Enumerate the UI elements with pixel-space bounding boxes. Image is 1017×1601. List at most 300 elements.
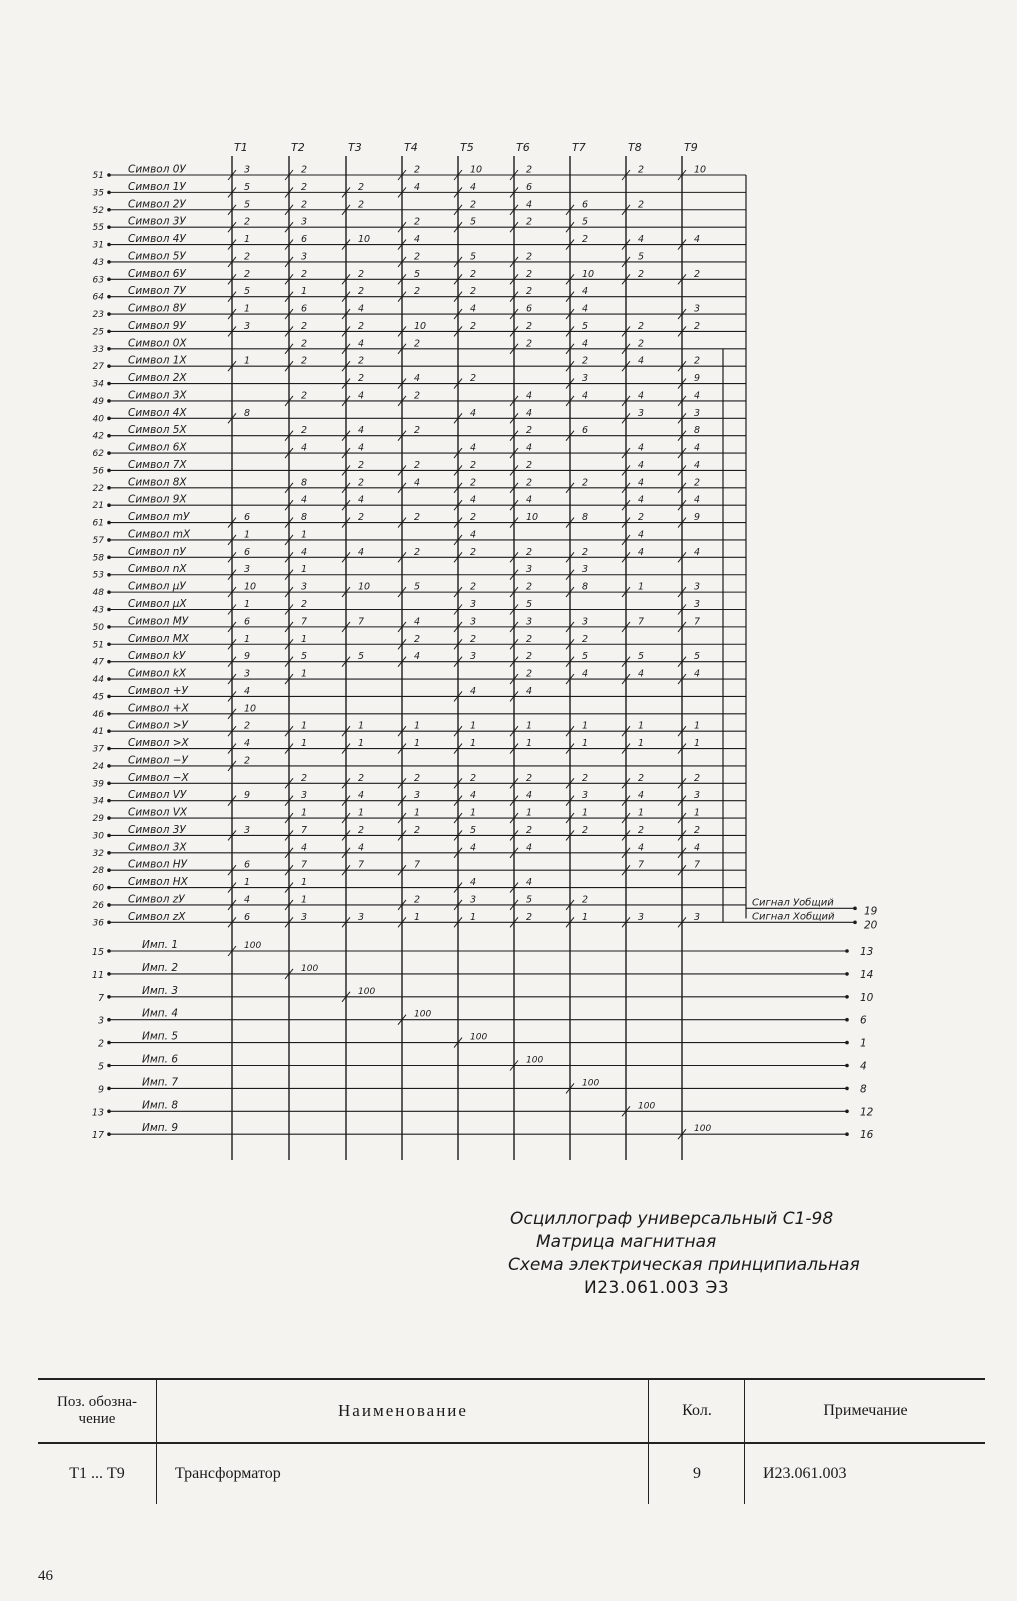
impulse-left-pin: 15 [91, 947, 104, 958]
turns-count: 1 [301, 720, 308, 732]
turns-count: 7 [301, 616, 308, 628]
turns-count: 5 [694, 651, 701, 663]
row-position: Т1 ... Т9 [69, 1465, 125, 1482]
turns-count: 10 [582, 268, 595, 280]
impulse-turns: 100 [638, 1101, 656, 1112]
row-pin-number: 53 [92, 570, 104, 581]
turns-count: 4 [358, 842, 365, 854]
turns-count: 4 [638, 390, 645, 402]
turns-count: 2 [301, 772, 308, 784]
turns-count: 1 [301, 894, 308, 906]
turns-count: 6 [244, 546, 251, 558]
row-signal-label: Символ mХ [128, 528, 191, 541]
turns-count: 3 [301, 581, 308, 593]
turns-count: 2 [638, 199, 645, 211]
row-signal-label: Символ >Х [128, 737, 189, 750]
turns-count: 2 [414, 633, 421, 645]
turns-count: 4 [470, 877, 477, 889]
turns-count: 6 [244, 512, 251, 524]
row-signal-label: Символ −Х [128, 771, 189, 784]
turns-count: 2 [358, 373, 365, 385]
row-signal-label: Символ nУ [128, 545, 186, 558]
turns-count: 6 [582, 199, 589, 211]
turns-count: 3 [244, 824, 251, 836]
turns-count: 5 [638, 251, 645, 263]
turns-count: 1 [244, 303, 251, 315]
title-block [470, 1208, 870, 1300]
turns-count: 6 [244, 616, 251, 628]
row-pin-number: 47 [92, 657, 104, 668]
header-quantity: Кол. [648, 1380, 745, 1442]
turns-count: 2 [244, 755, 251, 767]
impulse-turns: 100 [301, 963, 319, 974]
turns-count: 2 [694, 824, 701, 836]
turns-count: 5 [582, 651, 589, 663]
row-pin-number: 50 [92, 622, 104, 633]
turns-count: 4 [414, 181, 421, 193]
turns-count: 4 [694, 546, 701, 558]
turns-count: 6 [301, 303, 308, 315]
impulse-right-pin: 16 [860, 1129, 874, 1142]
turns-count: 2 [414, 216, 421, 228]
row-signal-label: Символ 2Х [128, 372, 187, 385]
row-pin-number: 51 [92, 171, 104, 181]
turns-count: 4 [638, 529, 645, 541]
turns-count: 3 [470, 651, 477, 663]
row-pin-number: 55 [92, 223, 104, 234]
turns-count: 10 [358, 581, 371, 593]
impulse-label: Имп. 4 [142, 1007, 178, 1020]
turns-count: 3 [694, 790, 701, 802]
row-signal-label: Символ 2У [128, 198, 186, 211]
turns-count: 4 [470, 181, 477, 193]
impulse-right-pin: 13 [860, 946, 874, 958]
turns-count: 1 [694, 720, 701, 732]
turns-count: 2 [470, 633, 477, 645]
turns-count: 2 [301, 164, 308, 176]
turns-count: 1 [301, 668, 308, 680]
column-label-Т4: Т4 [404, 141, 418, 154]
row-signal-label: Символ VХ [128, 806, 188, 819]
turns-count: 4 [526, 390, 533, 402]
row-signal-label: Символ µУ [128, 580, 186, 593]
turns-count: 1 [470, 911, 477, 923]
row-pin-number: 34 [92, 379, 104, 390]
impulse-right-terminal [845, 1041, 849, 1045]
row-signal-label: Символ 4Х [128, 406, 187, 419]
turns-count: 1 [414, 911, 421, 923]
turns-count: 9 [244, 790, 251, 802]
turns-count: 2 [526, 286, 533, 298]
turns-count: 5 [244, 286, 251, 298]
turns-count: 4 [470, 494, 477, 506]
turns-count: 2 [414, 164, 421, 176]
turns-count: 2 [470, 459, 477, 471]
turns-count: 4 [470, 842, 477, 854]
row-pin-number: 58 [92, 553, 104, 564]
turns-count: 2 [694, 268, 701, 280]
turns-count: 1 [244, 877, 251, 889]
impulse-right-pin: 6 [860, 1014, 867, 1027]
turns-count: 4 [526, 199, 533, 211]
turns-count: 5 [470, 216, 477, 228]
turns-count: 10 [414, 320, 427, 332]
turns-count: 1 [638, 720, 645, 732]
impulse-left-pin: 11 [91, 969, 104, 981]
turns-count: 6 [526, 303, 533, 315]
turns-count: 8 [582, 581, 589, 593]
turns-count: 4 [638, 668, 645, 680]
turns-count: 10 [526, 512, 539, 524]
row-pin-number: 42 [92, 431, 104, 442]
turns-count: 2 [301, 355, 308, 367]
impulse-turns: 100 [526, 1055, 544, 1066]
turns-count: 4 [244, 685, 251, 697]
row-signal-label: Символ 3Х [128, 389, 187, 402]
turns-count: 2 [358, 320, 365, 332]
impulse-left-pin: 9 [97, 1084, 104, 1096]
turns-count: 2 [414, 772, 421, 784]
row-pin-number: 31 [92, 240, 104, 251]
turns-count: 1 [526, 738, 533, 750]
row-signal-label: Символ zХ [128, 910, 186, 923]
turns-count: 5 [414, 268, 421, 280]
turns-count: 2 [526, 251, 533, 263]
row-signal-label: Символ 5Х [128, 424, 187, 437]
turns-count: 2 [470, 546, 477, 558]
turns-count: 4 [638, 546, 645, 558]
turns-count: 1 [244, 529, 251, 541]
turns-count: 1 [694, 807, 701, 819]
turns-count: 8 [694, 425, 701, 437]
turns-count: 2 [526, 668, 533, 680]
turns-count: 2 [694, 355, 701, 367]
turns-count: 5 [414, 581, 421, 593]
signal-pin-number: 19 [864, 905, 878, 918]
turns-count: 1 [526, 720, 533, 732]
row-signal-label: Символ 0Х [128, 337, 187, 350]
turns-count: 7 [638, 616, 645, 628]
turns-count: 2 [638, 772, 645, 784]
row-signal-label: Символ >У [128, 719, 188, 732]
turns-count: 4 [694, 459, 701, 471]
row-pin-number: 28 [92, 866, 104, 877]
turns-count: 2 [301, 390, 308, 402]
row-pin-number: 43 [92, 605, 104, 616]
turns-count: 2 [358, 268, 365, 280]
turns-count: 2 [526, 633, 533, 645]
turns-count: 2 [526, 268, 533, 280]
turns-count: 1 [301, 529, 308, 541]
row-signal-label: Символ +У [128, 684, 188, 697]
column-label-Т1: Т1 [234, 141, 248, 154]
turns-count: 3 [582, 790, 589, 802]
title-assembly: Матрица магнитная [536, 1232, 717, 1252]
turns-count: 2 [358, 286, 365, 298]
impulse-turns: 100 [694, 1124, 712, 1135]
turns-count: 3 [694, 911, 701, 923]
turns-count: 1 [582, 911, 589, 923]
row-pin-number: 56 [92, 466, 104, 477]
turns-count: 4 [244, 738, 251, 750]
turns-count: 2 [301, 320, 308, 332]
turns-count: 2 [694, 772, 701, 784]
turns-count: 1 [414, 720, 421, 732]
turns-count: 4 [582, 303, 589, 315]
turns-count: 3 [301, 251, 308, 263]
turns-count: 4 [582, 390, 589, 402]
signal-pin-number: 20 [864, 919, 878, 932]
turns-count: 5 [244, 181, 251, 193]
turns-count: 5 [301, 651, 308, 663]
turns-count: 2 [301, 268, 308, 280]
turns-count: 2 [526, 546, 533, 558]
parts-list-header [38, 1378, 985, 1444]
turns-count: 1 [244, 234, 251, 246]
turns-count: 2 [526, 477, 533, 489]
impulse-left-pin: 13 [91, 1107, 104, 1119]
turns-count: 9 [694, 373, 701, 385]
row-pin-number: 62 [92, 449, 104, 460]
row-signal-label: Символ 7У [128, 285, 186, 298]
turns-count: 2 [358, 181, 365, 193]
turns-count: 2 [582, 234, 589, 246]
turns-count: 3 [244, 320, 251, 332]
impulse-turns: 100 [244, 941, 262, 951]
turns-count: 1 [301, 564, 308, 576]
row-name: Трансформатор [156, 1444, 648, 1504]
signal-terminal [853, 907, 857, 911]
turns-count: 4 [470, 529, 477, 541]
turns-count: 3 [638, 911, 645, 923]
turns-count: 5 [638, 651, 645, 663]
turns-count: 3 [694, 581, 701, 593]
impulse-right-terminal [845, 1110, 849, 1114]
turns-count: 4 [414, 234, 421, 246]
impulse-label: Имп. 8 [142, 1099, 178, 1112]
impulse-label: Имп. 6 [142, 1053, 178, 1066]
turns-count: 2 [526, 651, 533, 663]
row-pin-number: 40 [92, 414, 104, 425]
turns-count: 2 [358, 512, 365, 524]
turns-count: 4 [582, 338, 589, 350]
row-signal-label: Символ 9Х [128, 493, 187, 506]
turns-count: 2 [414, 251, 421, 263]
turns-count: 2 [470, 320, 477, 332]
turns-count: 4 [358, 790, 365, 802]
turns-count: 2 [301, 181, 308, 193]
row-pin-number: 45 [92, 692, 104, 703]
turns-count: 2 [526, 338, 533, 350]
turns-count: 1 [414, 738, 421, 750]
turns-count: 4 [582, 668, 589, 680]
column-label-Т5: Т5 [460, 141, 474, 154]
turns-count: 2 [414, 894, 421, 906]
turns-count: 4 [358, 338, 365, 350]
turns-count: 2 [414, 546, 421, 558]
turns-count: 2 [414, 824, 421, 836]
row-signal-label: Символ 7Х [128, 458, 187, 471]
turns-count: 4 [358, 442, 365, 454]
row-pin-number: 61 [92, 518, 104, 529]
turns-count: 4 [414, 477, 421, 489]
impulse-right-terminal [845, 972, 849, 976]
turns-count: 2 [526, 772, 533, 784]
row-pin-number: 39 [92, 779, 104, 790]
turns-count: 8 [301, 512, 308, 524]
turns-count: 2 [638, 512, 645, 524]
turns-count: 5 [526, 894, 533, 906]
turns-count: 1 [470, 720, 477, 732]
turns-count: 7 [638, 859, 645, 871]
signal-terminal [853, 921, 857, 925]
turns-count: 3 [582, 616, 589, 628]
turns-count: 6 [244, 911, 251, 923]
turns-count: 1 [470, 807, 477, 819]
row-signal-label: Символ 6Х [128, 441, 187, 454]
row-signal-label: Символ nХ [128, 563, 187, 576]
turns-count: 9 [244, 651, 251, 663]
turns-count: 1 [301, 877, 308, 889]
turns-count: 6 [582, 425, 589, 437]
turns-count: 10 [358, 234, 371, 246]
parts-list-row [38, 1444, 985, 1504]
row-pin-number: 24 [92, 761, 104, 772]
row-pin-number: 41 [92, 727, 104, 738]
turns-count: 4 [358, 546, 365, 558]
turns-count: 4 [358, 425, 365, 437]
turns-count: 3 [582, 373, 589, 385]
turns-count: 5 [358, 651, 365, 663]
turns-count: 2 [301, 599, 308, 610]
title-document-code: И23.061.003 Э3 [584, 1278, 730, 1298]
turns-count: 2 [470, 268, 477, 280]
turns-count: 4 [526, 407, 533, 419]
turns-count: 1 [358, 738, 365, 750]
turns-count: 4 [694, 234, 701, 246]
turns-count: 1 [638, 581, 645, 593]
turns-count: 2 [694, 477, 701, 489]
impulse-left-pin: 17 [91, 1130, 104, 1142]
turns-count: 8 [582, 512, 589, 524]
turns-count: 2 [526, 320, 533, 332]
header-note: Примечание [744, 1380, 986, 1442]
impulse-turns: 100 [358, 986, 376, 997]
row-pin-number: 27 [92, 362, 104, 373]
turns-count: 4 [638, 494, 645, 506]
turns-count: 7 [414, 859, 421, 871]
column-label-Т9: Т9 [684, 141, 698, 154]
row-signal-label: Символ −У [128, 754, 188, 767]
turns-count: 3 [470, 599, 477, 610]
turns-count: 3 [694, 599, 701, 610]
impulse-right-terminal [845, 995, 849, 999]
turns-count: 7 [301, 859, 308, 871]
turns-count: 2 [358, 355, 365, 367]
turns-count: 3 [470, 616, 477, 628]
turns-count: 4 [638, 790, 645, 802]
impulse-right-pin: 10 [860, 991, 874, 1004]
turns-count: 1 [301, 738, 308, 750]
impulse-right-pin: 8 [860, 1083, 867, 1096]
turns-count: 2 [301, 199, 308, 211]
turns-count: 1 [638, 738, 645, 750]
parts-list-table [38, 1378, 985, 1504]
turns-count: 2 [301, 425, 308, 437]
turns-count: 2 [526, 824, 533, 836]
impulse-left-pin: 5 [97, 1061, 104, 1073]
turns-count: 3 [638, 407, 645, 419]
turns-count: 4 [244, 894, 251, 906]
turns-count: 4 [526, 877, 533, 889]
header-name: Наименование [156, 1380, 649, 1442]
turns-count: 1 [638, 807, 645, 819]
row-pin-number: 26 [92, 900, 104, 911]
column-label-Т6: Т6 [516, 141, 530, 154]
turns-count: 2 [582, 824, 589, 836]
turns-count: 8 [301, 477, 308, 489]
impulse-right-pin: 12 [860, 1106, 874, 1119]
turns-count: 2 [470, 477, 477, 489]
turns-count: 10 [244, 703, 257, 715]
row-pin-number: 44 [92, 675, 104, 686]
turns-count: 2 [582, 546, 589, 558]
turns-count: 3 [358, 911, 365, 923]
turns-count: 4 [414, 616, 421, 628]
turns-count: 6 [526, 181, 533, 193]
turns-count: 3 [301, 216, 308, 228]
row-signal-label: Символ mУ [128, 511, 190, 524]
row-signal-label: Символ 5У [128, 250, 186, 263]
turns-count: 10 [694, 164, 707, 176]
turns-count: 5 [526, 599, 533, 610]
turns-count: 4 [694, 494, 701, 506]
row-signal-label: Символ 6У [128, 267, 186, 280]
turns-count: 4 [694, 842, 701, 854]
turns-count: 4 [414, 373, 421, 385]
impulse-left-pin: 2 [97, 1038, 104, 1050]
row-pin-number: 36 [92, 918, 104, 929]
turns-count: 4 [638, 842, 645, 854]
turns-count: 2 [582, 477, 589, 489]
turns-count: 4 [301, 442, 308, 454]
signal-label: Сигнал Хобщий [752, 911, 835, 923]
turns-count: 1 [301, 633, 308, 645]
turns-count: 1 [244, 599, 251, 610]
row-signal-label: Символ 1У [128, 180, 186, 193]
row-pin-number: 21 [92, 501, 104, 512]
row-signal-label: Символ 4У [128, 233, 186, 246]
impulse-label: Имп. 2 [142, 961, 178, 974]
turns-count: 7 [358, 859, 365, 871]
turns-count: 1 [582, 738, 589, 750]
impulse-turns: 100 [470, 1032, 488, 1043]
turns-count: 4 [638, 459, 645, 471]
turns-count: 7 [694, 616, 701, 628]
page-number: 46 [38, 1568, 53, 1584]
turns-count: 2 [244, 216, 251, 228]
turns-count: 4 [301, 842, 308, 854]
impulse-label: Имп. 5 [142, 1030, 178, 1043]
impulse-right-terminal [845, 1087, 849, 1091]
turns-count: 3 [244, 564, 251, 576]
turns-count: 2 [526, 216, 533, 228]
row-pin-number: 30 [92, 831, 104, 842]
turns-count: 4 [470, 685, 477, 697]
turns-count: 3 [470, 894, 477, 906]
turns-count: 5 [470, 251, 477, 263]
turns-count: 2 [414, 459, 421, 471]
